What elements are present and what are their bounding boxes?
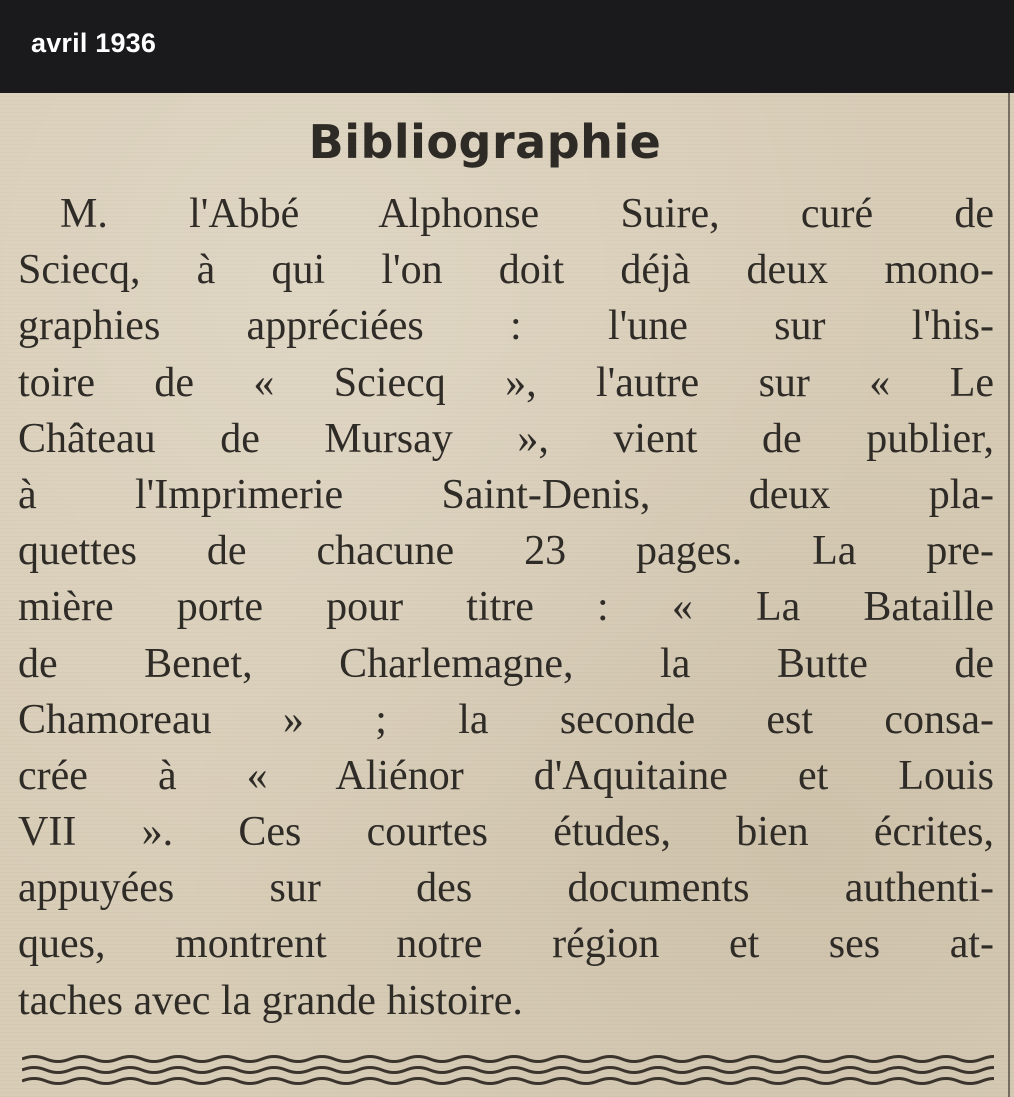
column-rule [1008, 93, 1010, 1097]
article-line: crée à « Aliénor d'Aquitaine et Louis [18, 752, 994, 799]
article-line: toire de « Sciecq », l'autre sur « Le [18, 359, 994, 406]
page-title: avril 1936 [31, 28, 157, 58]
article-line: graphies appréciées : l'une sur l'his- [18, 303, 994, 350]
wavy-divider [22, 1051, 994, 1091]
top-bar [0, 0, 1014, 93]
article-line: taches avec la grande histoire. [18, 977, 523, 1024]
article-line: quettes de chacune 23 pages. La pre- [18, 528, 994, 575]
article-line: de Benet, Charlemagne, la Butte de [18, 640, 994, 687]
article-line: mière porte pour titre : « La Bataille [18, 584, 994, 631]
article-line: M. l'Abbé Alphonse Suire, curé de [60, 191, 994, 237]
article-line: Sciecq, à qui l'on doit déjà deux mono- [18, 247, 994, 294]
article-line: Château de Mursay », vient de publier, [18, 415, 994, 462]
article-line: à l'Imprimerie Saint-Denis, deux pla- [18, 471, 994, 518]
article-line: VII ». Ces courtes études, bien écrites, [18, 809, 994, 856]
article-heading: Bibliographie [308, 115, 662, 169]
article-line: appuyées sur des documents authenti- [18, 865, 994, 912]
newspaper-clipping [0, 93, 1014, 1097]
article-body [18, 186, 994, 1029]
article-line: ques, montrent notre région et ses at- [18, 921, 994, 968]
article-line: Chamoreau » ; la seconde est consa- [18, 696, 994, 743]
